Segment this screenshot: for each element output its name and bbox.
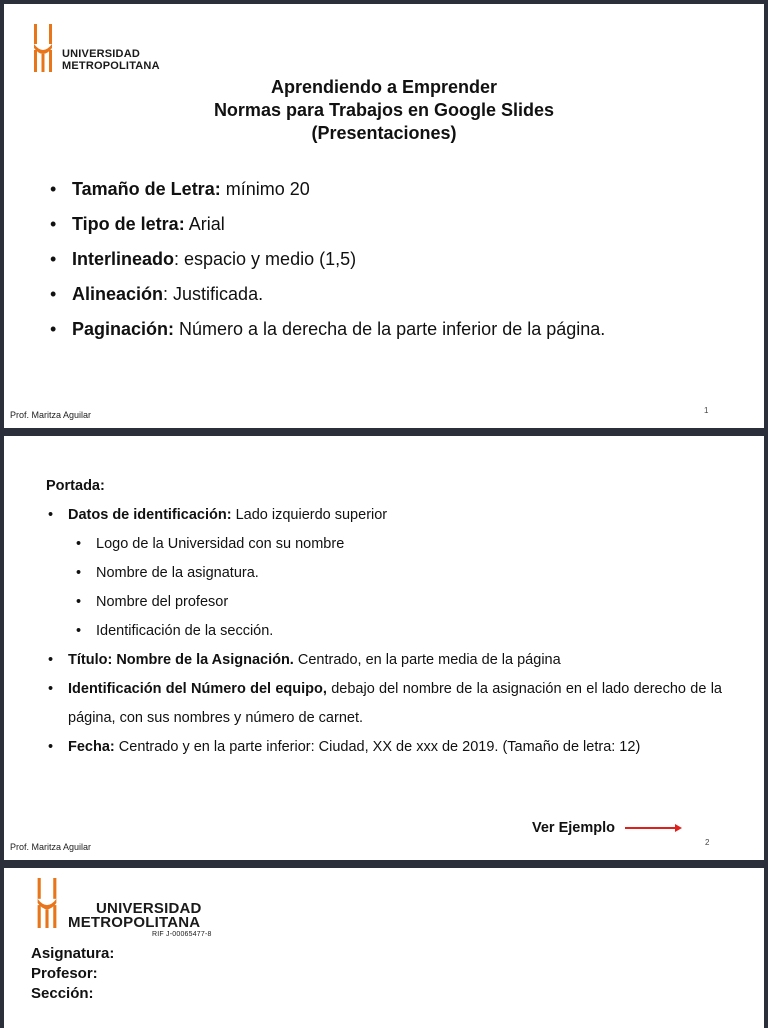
item-text: : Justificada.	[163, 284, 264, 304]
list-item	[46, 733, 722, 762]
title-line-1: Aprendiendo a Emprender	[270, 77, 498, 97]
item-label: Alineación	[72, 284, 164, 304]
logo-line-2: METROPOLITANA	[68, 914, 201, 931]
section-heading: Portada:	[46, 478, 105, 494]
item-text: Centrado y en la parte inferior: Ciudad, XX de xxx de 2019. (Tamaño de letra: 12)	[114, 739, 641, 755]
slide-title	[4, 76, 764, 145]
list-item	[46, 646, 722, 675]
list-item	[46, 675, 722, 733]
university-logo	[30, 878, 212, 939]
sub-list-item: • Identificación de la sección.	[46, 617, 722, 646]
ver-ejemplo-link[interactable]	[532, 820, 683, 836]
field-profesor: Profesor:	[31, 965, 98, 982]
list-item	[50, 242, 605, 277]
title-line-2: Normas para Trabajos en Google Slides	[213, 100, 555, 120]
item-label: Tamaño de Letra:	[72, 179, 221, 199]
page-number: 1	[704, 406, 709, 415]
item-label: Fecha:	[68, 739, 115, 755]
sub-list-item: • Nombre de la asignatura.	[46, 559, 722, 588]
slide-3	[4, 868, 764, 1028]
list-item	[50, 312, 605, 347]
item-label: Título: Nombre de la Asignación.	[68, 652, 294, 668]
page-number: 2	[705, 838, 710, 847]
item-text: : espacio y medio (1,5)	[174, 249, 357, 269]
university-emblem-icon	[30, 878, 64, 928]
university-emblem-icon	[32, 24, 54, 72]
footer-author: Prof. Maritza Aguilar	[10, 410, 92, 420]
item-label: Tipo de letra:	[72, 214, 185, 234]
university-logo	[32, 24, 160, 72]
list-item	[50, 277, 605, 312]
item-text: Arial	[184, 214, 225, 234]
logo-line-1: UNIVERSIDAD	[96, 900, 202, 917]
logo-rif: RIF J-00065477-8	[152, 931, 212, 938]
item-text: Lado izquierdo superior	[231, 507, 388, 523]
field-seccion: Sección:	[31, 985, 94, 1002]
list-item	[50, 172, 605, 207]
footer-author: Prof. Maritza Aguilar	[10, 842, 92, 852]
ver-ejemplo-label[interactable]: Ver Ejemplo	[532, 820, 616, 836]
title-line-3: (Presentaciones)	[311, 123, 457, 143]
slide-2	[4, 436, 764, 860]
item-label: Interlineado	[72, 249, 175, 269]
list-item	[46, 501, 722, 530]
list-item	[50, 207, 605, 242]
norms-list	[50, 172, 605, 347]
cover-fields	[31, 944, 114, 1004]
item-text: mínimo 20	[220, 179, 310, 199]
field-asignatura: Asignatura:	[31, 945, 115, 962]
sub-list-item: • Nombre del profesor	[46, 588, 722, 617]
item-text: Centrado, en la parte media de la página	[293, 652, 561, 668]
item-label: Identificación del Número del equipo,	[68, 681, 327, 697]
sub-list-item: • Logo de la Universidad con su nombre	[46, 530, 722, 559]
logo-line-1: UNIVERSIDAD	[62, 48, 140, 60]
arrow-right-icon	[625, 823, 683, 833]
item-text: Número a la derecha de la parte inferior de la página.	[174, 319, 606, 339]
logo-line-2: METROPOLITANA	[62, 60, 160, 72]
portada-content	[46, 472, 722, 762]
item-label: Paginación:	[72, 319, 175, 339]
item-label: Datos de identificación:	[68, 507, 232, 523]
slide-1	[4, 4, 764, 428]
item-text: debajo del nombre de la asignación en el lado derecho de la página, con sus nombres y número de carnet.	[68, 681, 722, 726]
